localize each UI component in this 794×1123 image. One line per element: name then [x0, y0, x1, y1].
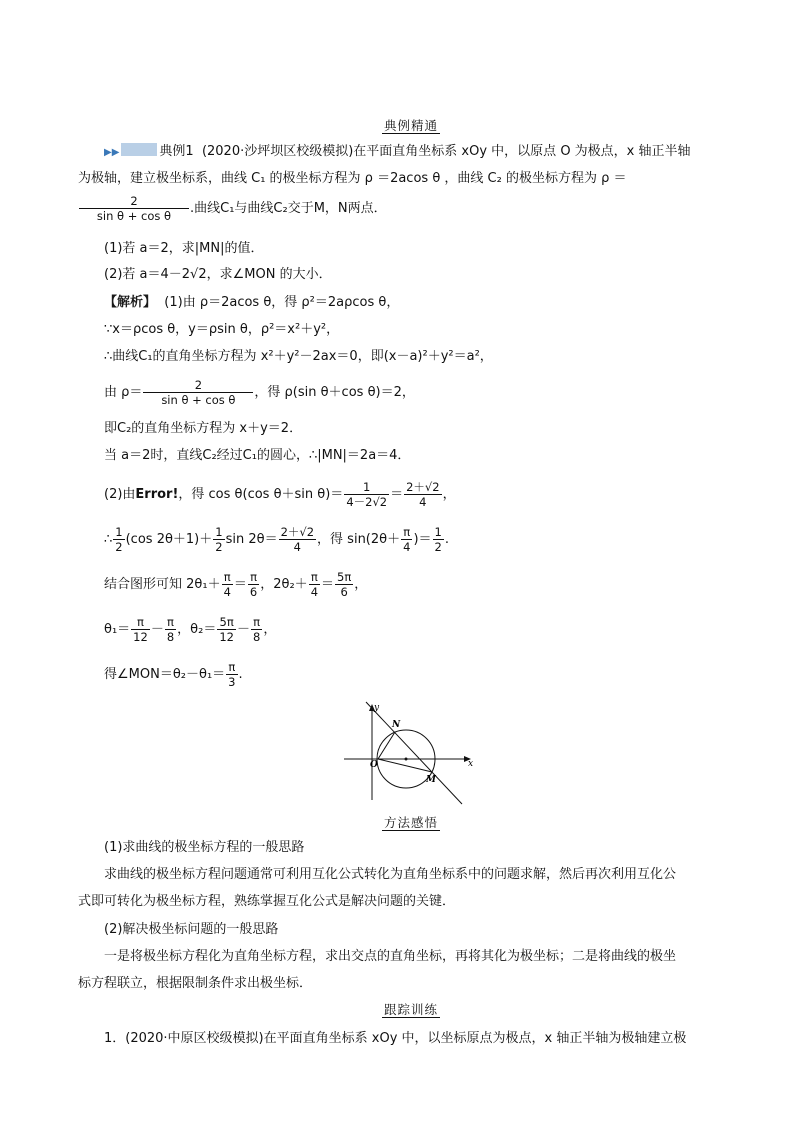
- fraction-denominator: sin θ + cos θ: [96, 209, 172, 223]
- s9-fraction-2: [248, 570, 259, 599]
- section-title-method: 方法感悟: [384, 815, 439, 830]
- solution-line-10: [104, 615, 276, 644]
- s7-eq: ＝: [390, 487, 404, 502]
- s7-error: Error!: [135, 487, 179, 502]
- s4-pre: 由 ρ＝: [104, 385, 143, 400]
- method-paragraph-1a: 求曲线的极坐标方程问题通常可利用互化公式转化为直角坐标系中的问题求解，然后再次利用互化公: [104, 867, 677, 882]
- s9-b: ，2θ₂＋: [260, 577, 308, 592]
- solution-line-8: [104, 525, 449, 554]
- question-2: (2)若 a＝4－2√2，求∠MON 的大小．: [104, 267, 332, 282]
- s9-fraction-3: [309, 570, 320, 599]
- s10-f1-num: π: [131, 615, 150, 630]
- s7-pre: (2)由: [104, 487, 136, 502]
- s8-fraction-4: [401, 525, 412, 554]
- solution-line-7: [104, 480, 456, 509]
- solution-line-1: [104, 294, 399, 312]
- s9-f3-num: π: [309, 570, 320, 585]
- solution-line-5: 即C₂的直角坐标方程为 x＋y＝2．: [104, 421, 303, 436]
- point-m-label: M: [426, 775, 436, 785]
- s10-f4-den: 8: [252, 630, 261, 644]
- s8-e: .: [444, 532, 449, 547]
- s10-f3-num: 5π: [217, 615, 236, 630]
- s10-c: －: [236, 622, 250, 637]
- s9-f4-den: 6: [340, 585, 348, 599]
- method-paragraph-2a: 一是将极坐标方程化为直角坐标方程，求出交点的直角坐标，再将其化为极坐标；二是将曲线的极坐: [104, 949, 677, 964]
- s9-f2-den: 6: [249, 585, 258, 599]
- s10-f2-num: π: [165, 615, 176, 630]
- circle-center: [405, 758, 408, 761]
- s8-f1-num: 1: [115, 525, 123, 539]
- s8-f3-den: 4: [293, 540, 301, 554]
- s10-d: ，: [263, 622, 277, 637]
- example-line-3-tail: .曲线C₁与曲线C₂交于M，N两点．: [190, 201, 387, 216]
- method-heading-1: (1)求曲线的极坐标方程的一般思路: [104, 840, 305, 855]
- s9-c: ＝: [321, 577, 335, 592]
- s7-fraction-1: [344, 480, 389, 509]
- s8-f4-den: 4: [403, 540, 411, 554]
- s10-b: ，θ₂＝: [177, 622, 217, 637]
- method-paragraph-2b: 标方程联立，根据限制条件求出极坐标．: [78, 976, 313, 991]
- solution-line-6: 当 a＝2时，直线C₂经过C₁的圆心，∴|MN|＝2a＝4．: [104, 448, 411, 463]
- s8-pre: ∴: [104, 532, 113, 547]
- s8-f4-num: π: [401, 525, 412, 540]
- example-label: 典例1: [159, 144, 194, 159]
- s11-fraction: [226, 660, 237, 689]
- double-arrow-icon: ▶▶: [104, 147, 120, 158]
- s7-f2-num: 2＋√2: [406, 480, 440, 494]
- section-title-example: 典例精通: [384, 118, 439, 133]
- s10-a: －: [150, 622, 164, 637]
- s4-numerator: 2: [143, 378, 253, 393]
- s9-fraction-1: [222, 570, 233, 599]
- example-badge-bar: [121, 143, 157, 156]
- s8-f3-num: 2＋√2: [280, 525, 315, 539]
- s10-fraction-4: [251, 615, 262, 644]
- solution-label: 【解析】: [104, 295, 157, 310]
- s8-fraction-2: [213, 525, 224, 554]
- s10-pre: θ₁＝: [104, 622, 131, 637]
- s8-fraction-3: [279, 525, 316, 554]
- s11-den: 3: [228, 675, 236, 689]
- c2-equation-fraction: [79, 194, 189, 223]
- example-intro-line: [104, 143, 691, 162]
- s7-fraction-2: [404, 480, 441, 509]
- section-title-practice: 跟踪训练: [384, 1002, 439, 1017]
- solution-line-4: [104, 378, 415, 407]
- s4-fraction: [143, 378, 253, 407]
- solution-line-11: [104, 660, 243, 689]
- example-intro-text: (2020·沙坪坝区校级模拟)在平面直角坐标系 xOy 中，以原点 O 为极点，x 轴正半轴: [201, 144, 691, 159]
- x-label: x: [468, 759, 474, 769]
- s8-d: )＝: [413, 532, 432, 547]
- s9-d: ，: [354, 577, 368, 592]
- s11-num: π: [226, 660, 237, 675]
- solution-line-3: ∴曲线C₁的直角坐标方程为 x²＋y²－2ax＝0，即(x－a)²＋y²＝a²，: [104, 349, 493, 364]
- solution-step-1: (1)由 ρ＝2acos θ，得 ρ²＝2aρcos θ，: [164, 295, 400, 310]
- origin-label: O: [370, 760, 378, 770]
- s10-fraction-2: [165, 615, 176, 644]
- s8-f2-num: 1: [215, 525, 223, 539]
- s8-fraction-5: [433, 525, 444, 554]
- s8-c: ，得 sin(2θ＋: [317, 532, 401, 547]
- geometry-figure: [336, 700, 486, 805]
- s7-f2-den: 4: [419, 495, 427, 509]
- s9-f4-num: 5π: [337, 570, 352, 584]
- s11-pre: 得∠MON＝θ₂－θ₁＝: [104, 667, 226, 682]
- segment-om: [378, 759, 432, 772]
- s10-f1-den: 12: [133, 630, 148, 644]
- s9-f2-num: π: [248, 570, 259, 585]
- example-line-3: [78, 194, 387, 223]
- s7-f1-den: 4－2√2: [346, 495, 388, 509]
- s9-a: ＝: [233, 577, 247, 592]
- s8-a: (cos 2θ＋1)＋: [125, 532, 213, 547]
- s4-denominator: sin θ + cos θ: [161, 393, 236, 407]
- line-c2: [366, 702, 462, 804]
- s10-f4-num: π: [251, 615, 262, 630]
- s9-pre: 结合图形可知 2θ₁＋: [104, 577, 221, 592]
- s8-fraction-1: [113, 525, 124, 554]
- s11-end: .: [238, 667, 243, 682]
- question-1: (1)若 a＝2，求|MN|的值．: [104, 241, 264, 256]
- s8-b: sin 2θ＝: [225, 532, 278, 547]
- s7-f1-num: 1: [344, 480, 389, 495]
- solution-line-2: ∵x＝ρcos θ，y＝ρsin θ，ρ²＝x²＋y²，: [104, 322, 340, 337]
- s9-f1-den: 4: [223, 585, 231, 599]
- s9-fraction-4: [335, 570, 353, 599]
- s8-f5-den: 2: [434, 540, 442, 554]
- s9-f3-den: 4: [310, 585, 319, 599]
- s10-f2-den: 8: [166, 630, 175, 644]
- method-paragraph-1b: 式即可转化为极坐标方程，熟练掌握互化公式是解决问题的关键．: [78, 894, 456, 909]
- practice-question-1: 1．(2020·中原区校级模拟)在平面直角坐标系 xOy 中，以坐标原点为极点，x 轴正半轴为极轴建立极: [104, 1031, 687, 1046]
- fraction-numerator: 2: [79, 194, 189, 209]
- s8-f5-num: 1: [434, 525, 442, 539]
- s10-fraction-1: [131, 615, 150, 644]
- s7-end: ，: [442, 487, 456, 502]
- s9-f1-num: π: [222, 570, 233, 585]
- example-line-2: 为极轴，建立极坐标系，曲线 C₁ 的极坐标方程为 ρ ＝2acos θ ，曲线 C₂ 的极坐标方程为 ρ ＝: [78, 171, 627, 186]
- s7-mid: ，得 cos θ(cos θ＋sin θ)＝: [178, 487, 344, 502]
- s10-f3-den: 12: [219, 630, 234, 644]
- method-heading-2: (2)解决极坐标问题的一般思路: [104, 922, 279, 937]
- s8-f2-den: 2: [215, 540, 223, 554]
- s10-fraction-3: [217, 615, 236, 644]
- s8-f1-den: 2: [115, 540, 123, 554]
- solution-line-9: [104, 570, 367, 599]
- y-label: y: [374, 703, 380, 713]
- s4-post: ，得 ρ(sin θ＋cos θ)＝2，: [254, 385, 415, 400]
- point-n-label: N: [392, 720, 401, 730]
